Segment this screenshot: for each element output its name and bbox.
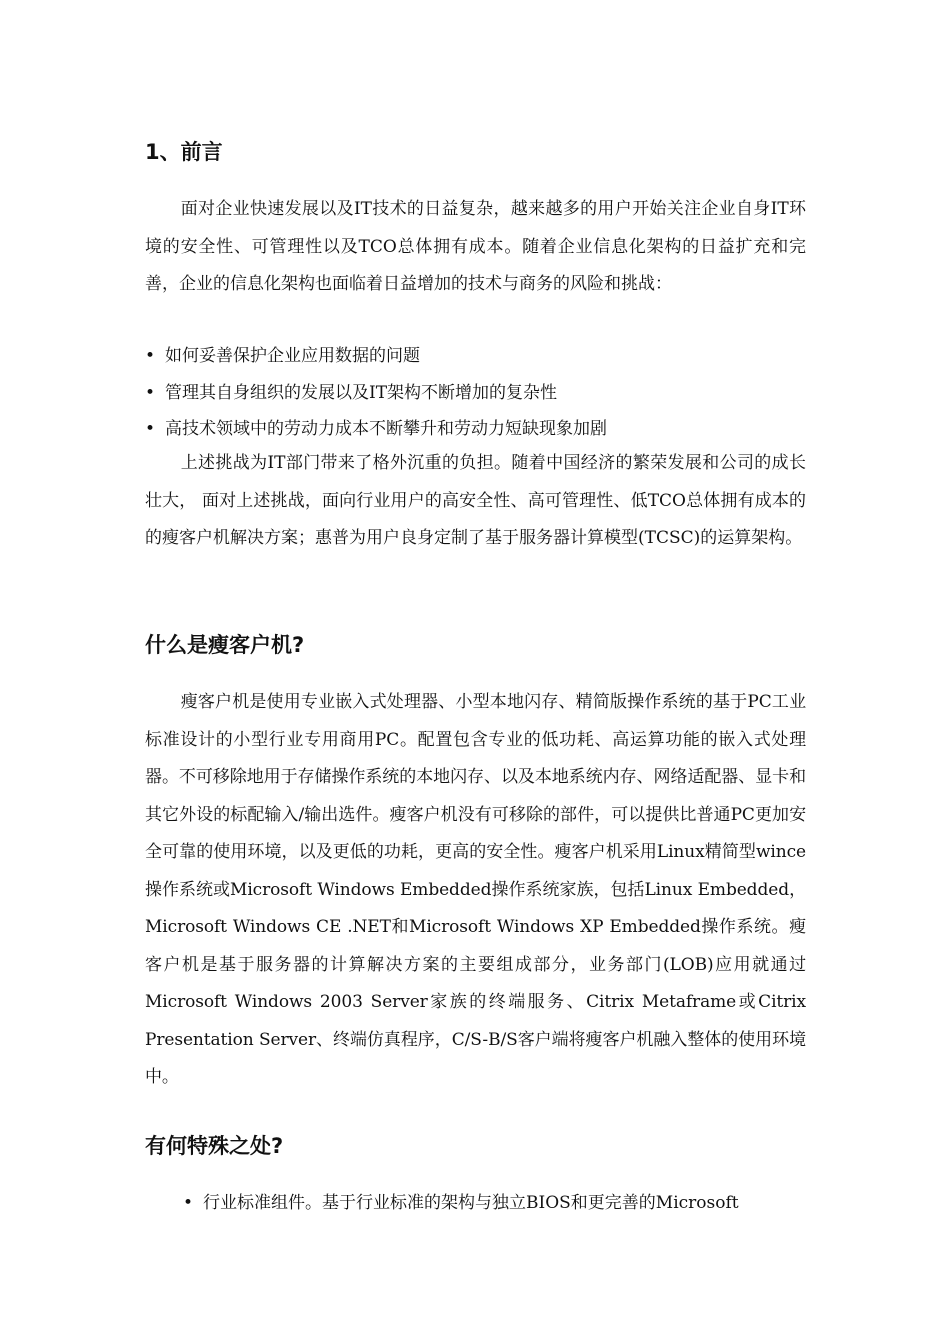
preface-challenge-list [145,338,806,448]
bullet-icon: • [145,382,156,403]
list-item-text: 管理其自身组织的发展以及IT架构不断增加的复杂性 [165,382,558,403]
list-item [145,375,806,412]
feature-item [183,1185,806,1223]
heading-what-is-thin-client: 什么是瘦客户机? [145,633,305,657]
list-item [145,411,806,448]
bullet-icon: • [145,346,156,366]
feature-item-text: 行业标准组件。基于行业标准的架构与独立BIOS和更完善的Microsoft [203,1193,739,1213]
heading-preface: 1、前言 [145,140,223,164]
preface-intro-paragraph: 面对企业快速发展以及IT技术的日益复杂，越来越多的用户开始关注企业自身IT环境的安全性、可管理性以及TCO总体拥有成本。随着企业信息化架构的日益扩充和完善，企业的信息化架构也面临着日益增加的技术与商务的风险和挑战： [145,199,806,294]
list-item-text: 高技术领域中的劳动力成本不断攀升和劳动力短缺现象加剧 [165,419,607,439]
preface-conclusion-paragraph: 上述挑战为IT部门带来了格外沉重的负担。随着中国经济的繁荣发展和公司的成长壮大， 面对上述挑战，面向行业用户的高安全性、高可管理性、低TCO总体拥有成本的的瘦客户机解决方案；惠普为用户良身定制了基于服务器计算模型(TCSC)的运算架构。 [145,453,806,548]
heading-special-features: 有何特殊之处? [145,1134,284,1158]
bullet-icon: • [145,419,156,439]
what-is-thin-client-paragraph: 瘦客户机是使用专业嵌入式处理器、小型本地闪存、精简版操作系统的基于PC工业标准设计的小型行业专用商用PC。配置包含专业的低功耗、高运算功能的嵌入式处理器。不可移除地用于存储操作系统的本地闪存、以及本地系统内存、网络适配器、显卡和其它外设的标配输入/输出选件。瘦客户机没有可移除的部件，可以提供比普通PC更加安全可靠的使用环境，以及更低的功耗，更高的安全性。瘦客户机采用Linux精简型wince操作系统或Microsoft Windows Embedded操作系统家族，包括Linux Embedded，Microsoft Windows CE .NET和Microsoft Windows XP Embedded操作系统。瘦客户机是基于服务器的计算解决方案的主要组成部分，业务部门(LOB)应用就通过Microsoft Windows 2003 Server家族的终端服务、Citrix Metaframe或Citrix Presentation Server、终端仿真程序，C/S-B/S客户端将瘦客户机融入整体的使用环境中。 [145,692,806,1087]
bullet-icon: • [183,1193,194,1213]
list-item-text: 如何妥善保护企业应用数据的问题 [165,346,420,366]
list-item [145,338,806,375]
